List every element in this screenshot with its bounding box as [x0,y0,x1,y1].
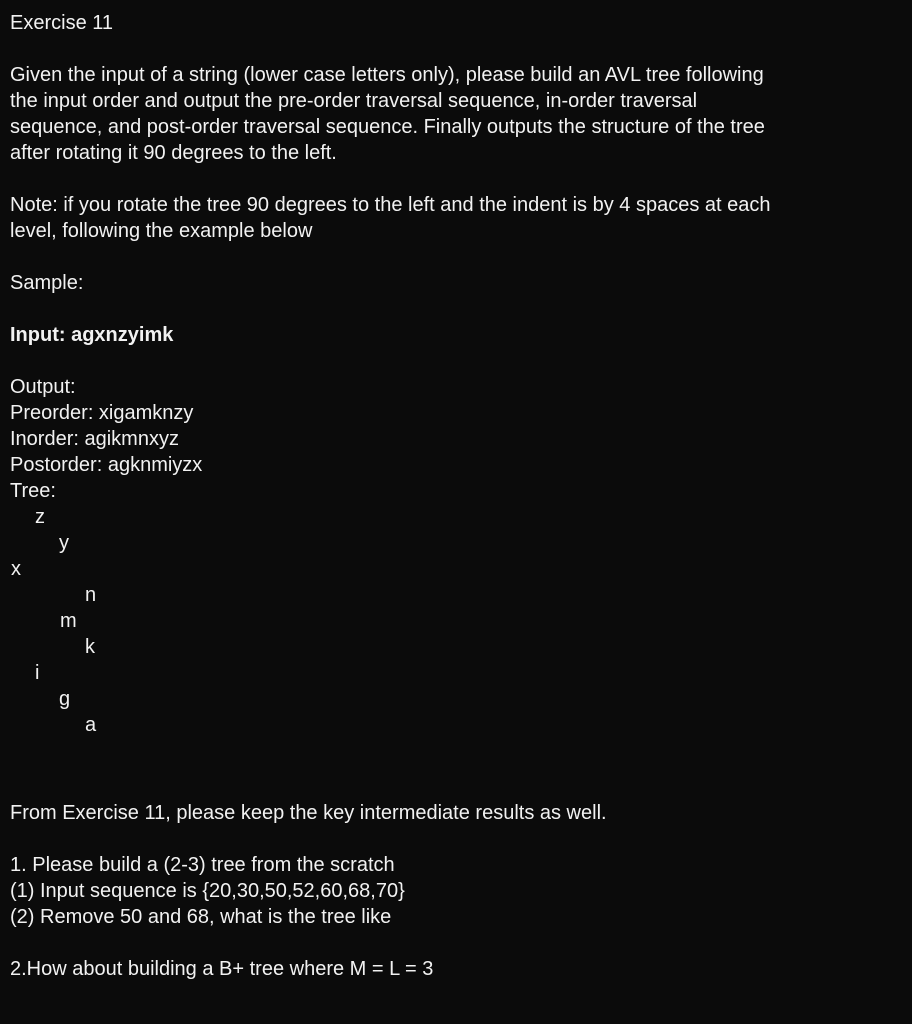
question-2: 2.How about building a B+ tree where M = L = 3 [10,958,434,980]
tree-node: n [85,584,97,606]
note-line: Note: if you rotate the tree 90 degrees to the left and the indent is by 4 spaces at each [10,194,771,216]
tree-node: x [11,558,21,580]
tree-label: Tree: [10,480,56,502]
postorder-line: Postorder: agknmiyzx [10,454,203,476]
input-label: Input: agxnzyimk [10,324,174,346]
q1-line: (2) Remove 50 and 68, what is the tree like [10,906,392,928]
intro-line: the input order and output the pre-order traversal sequence, in-order traversal [10,90,698,112]
tree-node: i [35,662,40,684]
spacer [10,244,900,270]
spacer [10,348,900,374]
note-line: level, following the example below [10,220,313,242]
spacer [10,930,900,956]
sample-label: Sample: [10,272,84,294]
spacer [10,36,900,62]
question-1 [10,852,900,930]
intro-line: Given the input of a string (lower case letters only), please build an AVL tree following [10,64,764,86]
inorder-line: Inorder: agikmnxyz [10,428,179,450]
note-paragraph [10,192,900,244]
spacer [10,738,900,800]
spacer [10,826,900,852]
q1-line: 1. Please build a (2-3) tree from the scratch [10,854,395,876]
rotated-tree [10,504,900,738]
intro-paragraph [10,62,900,166]
preorder-line: Preorder: xigamknzy [10,402,194,424]
tree-node: g [59,688,71,710]
q1-line: (1) Input sequence is {20,30,50,52,60,68,70} [10,880,405,902]
spacer [10,166,900,192]
intro-line: after rotating it 90 degrees to the left. [10,142,337,164]
followup-line: From Exercise 11, please keep the key intermediate results as well. [10,802,607,824]
page-title: Exercise 11 [10,12,114,34]
tree-node: y [59,532,69,554]
tree-node: a [85,714,97,736]
output-label: Output: [10,376,76,398]
document [10,10,900,982]
intro-line: sequence, and post-order traversal sequence. Finally outputs the structure of the tree [10,116,765,138]
tree-node: k [85,636,95,658]
output-block [10,374,900,504]
tree-node: z [35,506,45,528]
spacer [10,296,900,322]
tree-node: m [60,610,77,632]
